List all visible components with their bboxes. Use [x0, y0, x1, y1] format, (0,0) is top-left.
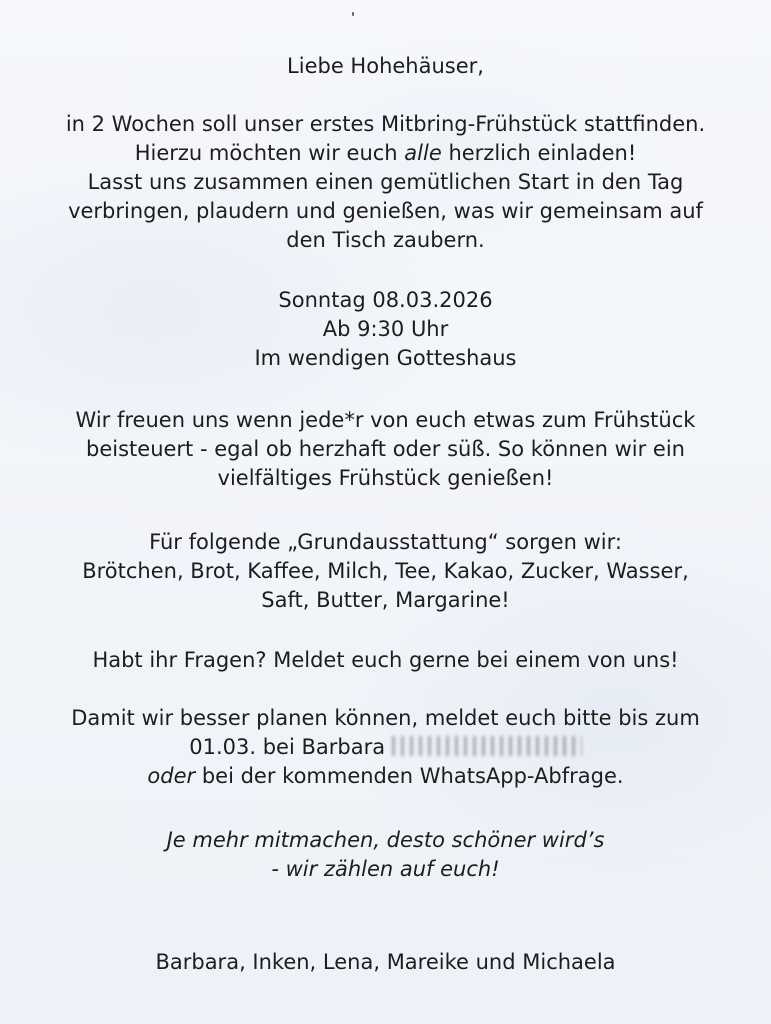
event-time: Ab 9:30 Uhr	[322, 317, 449, 341]
registration-line-1: Damit wir besser planen können, meldet euch bitte bis zum	[71, 706, 700, 730]
contribution-line-1: Wir freuen uns wenn jede*r von euch etwas zum Frühstück	[75, 408, 696, 432]
intro-line-4: verbringen, plaudern und genießen, was wir gemeinsam auf	[68, 199, 703, 223]
paper-speck	[352, 12, 354, 16]
intro-line-2-start: Hierzu möchten wir euch	[134, 141, 405, 165]
basics-paragraph	[0, 528, 771, 615]
contribution-paragraph	[0, 406, 771, 493]
registration-line-3-rest: bei der kommenden WhatsApp-Abfrage.	[195, 764, 624, 788]
event-place: Im wendigen Gotteshaus	[254, 346, 517, 370]
intro-line-2-end: herzlich einladen!	[441, 141, 637, 165]
contribution-line-3: vielfältiges Frühstück genießen!	[217, 466, 554, 490]
registration-line-2	[0, 733, 771, 762]
intro-line-3: Lasst uns zusammen einen gemütlichen Start in den Tag	[87, 170, 684, 194]
intro-line-1: in 2 Wochen soll unser erstes Mitbring-Frühstück stattfinden.	[65, 112, 706, 136]
closing-line-2: - wir zählen auf euch!	[271, 857, 500, 881]
intro-line-5: den Tisch zaubern.	[286, 228, 485, 252]
intro-emphasis: alle	[404, 141, 442, 165]
registration-paragraph	[0, 704, 771, 791]
intro-paragraph	[0, 110, 771, 255]
registration-contact: 01.03. bei Barbara	[189, 735, 386, 759]
event-date: Sonntag 08.03.2026	[278, 288, 493, 312]
basics-line-1: Für folgende „Grundausstattung“ sorgen wir:	[149, 530, 622, 554]
greeting-text: Liebe Hohehäuser,	[287, 54, 484, 78]
contribution-line-2: beisteuert - egal ob herzhaft oder süß. So können wir ein	[86, 437, 685, 461]
redacted-phone-number	[392, 736, 582, 756]
basics-line-2: Brötchen, Brot, Kaffee, Milch, Tee, Kakao, Zucker, Wasser,	[82, 559, 689, 583]
registration-line-3	[0, 762, 771, 791]
intro-line-2	[0, 139, 771, 168]
closing-paragraph	[0, 826, 771, 884]
signature	[0, 948, 771, 977]
registration-emphasis: oder	[147, 764, 196, 788]
questions-paragraph	[0, 646, 771, 675]
basics-line-3: Saft, Butter, Margarine!	[261, 588, 510, 612]
event-details	[0, 286, 771, 373]
closing-line-1: Je mehr mitmachen, desto schöner wird’s	[166, 828, 605, 852]
questions-text: Habt ihr Fragen? Meldet euch gerne bei einem von uns!	[92, 648, 679, 672]
greeting	[0, 52, 771, 81]
signature-names: Barbara, Inken, Lena, Mareike und Michaela	[155, 950, 616, 974]
